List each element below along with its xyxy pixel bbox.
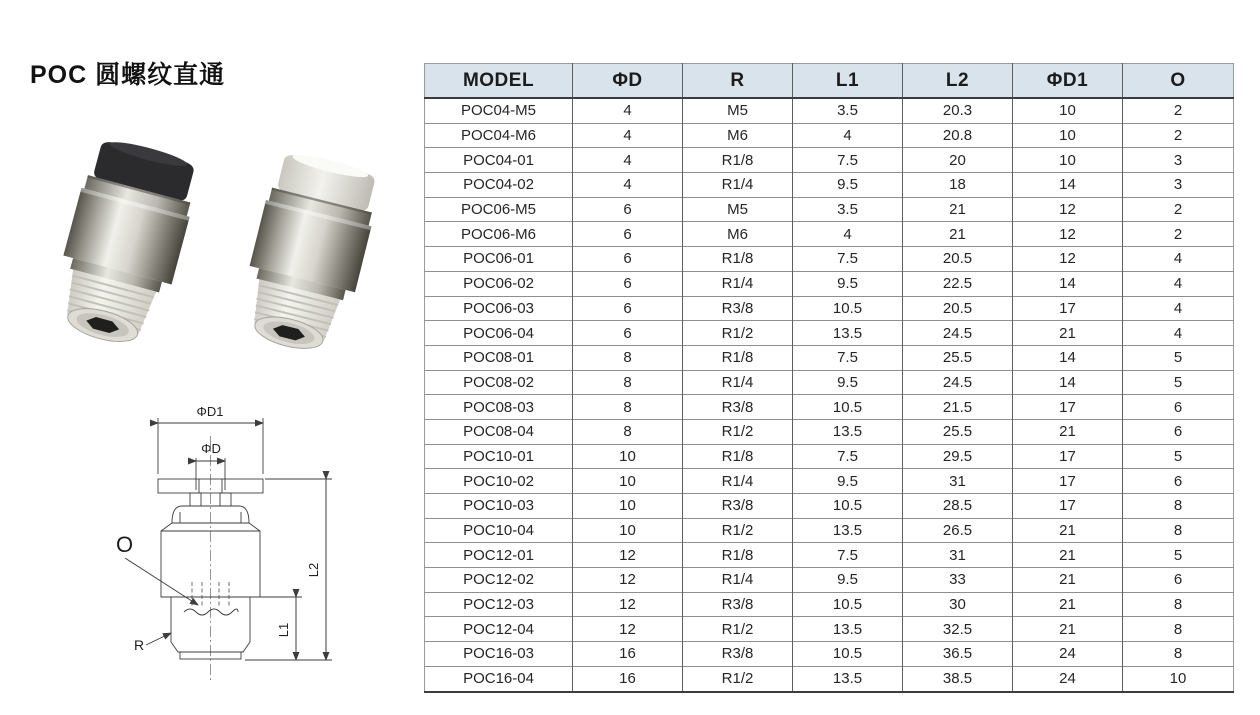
table-cell: 4 [573,123,683,148]
table-header-row [425,64,1234,99]
table-cell: 21 [903,222,1013,247]
table-cell: 17 [1013,395,1123,420]
table-cell: POC06-02 [425,271,573,296]
dim-label-l1: L1 [276,622,291,638]
table-cell: 21 [903,197,1013,222]
table-cell: 6 [573,271,683,296]
table-cell: 10 [573,444,683,469]
table-cell: 21 [1013,568,1123,593]
table-cell: R1/4 [683,370,793,395]
table-cell: 31 [903,543,1013,568]
table-cell: 2 [1123,222,1234,247]
table-cell: 12 [1013,247,1123,272]
table-row [425,469,1234,494]
table-cell: 18 [903,173,1013,198]
table-cell: 6 [573,321,683,346]
table-cell: 5 [1123,444,1234,469]
table-cell: 12 [573,617,683,642]
table-cell: POC10-02 [425,469,573,494]
table-cell: R3/8 [683,395,793,420]
table-row [425,518,1234,543]
table-cell: R3/8 [683,642,793,667]
table-cell: 4 [793,123,903,148]
table-cell: 7.5 [793,543,903,568]
dim-label-d1: ΦD1 [196,404,224,419]
table-cell: 4 [1123,271,1234,296]
table-cell: 10.5 [793,296,903,321]
table-cell: POC06-01 [425,247,573,272]
table-cell: 16 [573,642,683,667]
table-cell: 21 [1013,321,1123,346]
table-cell: 2 [1123,98,1234,123]
table-cell: 7.5 [793,247,903,272]
dim-label-r: R [134,637,145,653]
table-cell: 8 [573,370,683,395]
table-cell: 10.5 [793,592,903,617]
table-cell: POC06-04 [425,321,573,346]
table-cell: 5 [1123,543,1234,568]
table-cell: 7.5 [793,148,903,173]
table-cell: POC06-03 [425,296,573,321]
table-cell: 12 [573,592,683,617]
table-cell: 8 [1123,642,1234,667]
table-row [425,345,1234,370]
table-row [425,123,1234,148]
product-photo-white-cap [233,147,385,359]
column-header-model: MODEL [425,64,573,99]
spec-table-body [425,98,1234,692]
table-cell: R1/8 [683,345,793,370]
table-cell: 30 [903,592,1013,617]
table-cell: R1/8 [683,247,793,272]
table-cell: 13.5 [793,666,903,691]
table-cell: POC10-01 [425,444,573,469]
table-row [425,666,1234,691]
table-cell: 14 [1013,370,1123,395]
table-cell: 20.5 [903,296,1013,321]
column-header-l1: L1 [793,64,903,99]
table-cell: 2 [1123,123,1234,148]
table-cell: 21 [1013,617,1123,642]
table-cell: POC08-01 [425,345,573,370]
column-header-d1: ΦD1 [1013,64,1123,99]
table-cell: R1/4 [683,469,793,494]
table-cell: 9.5 [793,271,903,296]
table-cell: 3 [1123,173,1234,198]
table-cell: 32.5 [903,617,1013,642]
table-cell: 22.5 [903,271,1013,296]
table-cell: 6 [1123,419,1234,444]
table-cell: R3/8 [683,296,793,321]
table-cell: 33 [903,568,1013,593]
table-cell: 17 [1013,494,1123,519]
table-row [425,642,1234,667]
table-cell: 24 [1013,642,1123,667]
table-cell: 20.8 [903,123,1013,148]
table-cell: R1/2 [683,419,793,444]
table-cell: 8 [573,395,683,420]
table-cell: 4 [1123,296,1234,321]
table-cell: 5 [1123,370,1234,395]
table-cell: 10 [573,469,683,494]
table-cell: POC12-04 [425,617,573,642]
table-cell: POC06-M5 [425,197,573,222]
table-cell: 21 [1013,543,1123,568]
table-cell: 4 [793,222,903,247]
dim-label-d: ΦD [201,441,221,456]
table-cell: 2 [1123,197,1234,222]
table-row [425,296,1234,321]
table-row [425,321,1234,346]
product-photos [30,142,410,367]
table-cell: M5 [683,98,793,123]
table-cell: 10.5 [793,395,903,420]
table-cell: R1/4 [683,271,793,296]
table-cell: 4 [573,173,683,198]
table-cell: R1/2 [683,321,793,346]
dimension-diagram [68,390,408,702]
table-row [425,271,1234,296]
table-cell: R1/8 [683,444,793,469]
table-cell: 8 [1123,494,1234,519]
table-cell: 21 [1013,592,1123,617]
dim-label-o: O [116,532,134,557]
table-cell: 8 [1123,592,1234,617]
table-cell: POC16-04 [425,666,573,691]
table-cell: POC08-02 [425,370,573,395]
table-cell: 10 [1013,98,1123,123]
table-cell: 25.5 [903,345,1013,370]
table-cell: POC06-M6 [425,222,573,247]
table-cell: POC10-04 [425,518,573,543]
table-cell: 9.5 [793,469,903,494]
table-cell: 6 [573,296,683,321]
table-cell: POC04-M5 [460,102,537,120]
table-row [425,568,1234,593]
table-row [425,148,1234,173]
table-cell: 20 [903,148,1013,173]
table-cell: M6 [683,222,793,247]
table-cell: POC12-02 [425,568,573,593]
table-row [425,617,1234,642]
table-row [425,222,1234,247]
table-cell: 21 [1013,518,1123,543]
table-cell: 4 [573,98,683,123]
table-cell: R3/8 [683,494,793,519]
table-cell: 10.5 [793,494,903,519]
table-cell: 7.5 [793,345,903,370]
column-header-d: ΦD [573,64,683,99]
table-cell: 3.5 [793,98,903,123]
table-cell: 6 [573,247,683,272]
column-header-o: O [1123,64,1234,99]
table-cell: 24 [1013,666,1123,691]
table-row [425,395,1234,420]
table-cell: 12 [1013,222,1123,247]
table-cell: R1/2 [683,617,793,642]
table-cell: POC12-01 [425,543,573,568]
table-row [425,444,1234,469]
table-cell: 36.5 [903,642,1013,667]
table-cell: POC10-03 [425,494,573,519]
table-cell: 21 [1013,419,1123,444]
table-cell: POC04-01 [425,148,573,173]
table-cell: 28.5 [903,494,1013,519]
table-cell: 10 [1123,666,1234,691]
spec-table-container [424,63,1234,693]
table-cell: POC04-02 [425,173,573,198]
table-cell: 7.5 [793,444,903,469]
table-cell: 17 [1013,444,1123,469]
column-header-l2: L2 [903,64,1013,99]
table-cell: 13.5 [793,617,903,642]
table-cell: 25.5 [903,419,1013,444]
table-cell: 17 [1013,296,1123,321]
table-cell: M6 [683,123,793,148]
table-cell: 10 [573,518,683,543]
table-cell: R1/8 [683,148,793,173]
table-cell: 29.5 [903,444,1013,469]
table-row [425,247,1234,272]
table-cell: POC16-03 [425,642,573,667]
table-cell: 8 [573,419,683,444]
table-cell: 10 [573,494,683,519]
table-cell: 5 [1123,345,1234,370]
table-cell: 4 [573,148,683,173]
table-cell: POC12-03 [425,592,573,617]
table-row [425,419,1234,444]
column-header-r: R [683,64,793,99]
table-cell: 24.5 [903,321,1013,346]
table-cell: 17 [1013,469,1123,494]
table-cell: 13.5 [793,518,903,543]
table-cell: 8 [1123,518,1234,543]
table-cell: 9.5 [793,568,903,593]
table-cell: 6 [573,222,683,247]
table-cell: 6 [573,197,683,222]
table-row [425,98,1234,123]
table-cell: 3.5 [793,197,903,222]
table-cell: R1/4 [683,568,793,593]
table-cell: 8 [1123,617,1234,642]
table-row [425,592,1234,617]
spec-table [424,63,1234,693]
table-cell: POC08-03 [425,395,573,420]
table-cell: 12 [573,543,683,568]
table-cell: 20.5 [903,247,1013,272]
table-cell: M5 [683,197,793,222]
table-cell: 20.3 [903,98,1013,123]
table-cell: 6 [1123,568,1234,593]
table-cell: 4 [1123,321,1234,346]
table-cell: 3 [1123,148,1234,173]
table-cell: 4 [1123,247,1234,272]
table-cell: 16 [573,666,683,691]
table-cell: 13.5 [793,419,903,444]
table-cell: 12 [1013,197,1123,222]
table-row [425,197,1234,222]
table-cell: R1/8 [683,543,793,568]
table-cell: 21.5 [903,395,1013,420]
table-cell: 14 [1013,173,1123,198]
table-cell: 10 [1013,123,1123,148]
table-cell: 8 [573,345,683,370]
product-photo-black-cap [45,142,204,353]
page-title: POC 圆螺纹直通 [30,61,226,89]
table-cell: 14 [1013,345,1123,370]
table-cell: 6 [1123,469,1234,494]
table-cell: 6 [1123,395,1234,420]
table-cell: R1/2 [683,518,793,543]
table-cell: POC04-M6 [425,123,573,148]
table-cell: 24.5 [903,370,1013,395]
table-cell: 10.5 [793,642,903,667]
table-row [425,370,1234,395]
table-cell: 26.5 [903,518,1013,543]
dim-label-l2: L2 [306,562,321,578]
table-cell: 9.5 [793,370,903,395]
table-cell: 10 [1013,148,1123,173]
table-cell: 12 [573,568,683,593]
table-row [425,494,1234,519]
table-cell: 31 [903,469,1013,494]
table-cell: R3/8 [683,592,793,617]
table-cell: 9.5 [793,173,903,198]
table-cell: R1/4 [683,173,793,198]
table-cell: R1/2 [683,666,793,691]
table-cell: 13.5 [793,321,903,346]
table-cell: 14 [1013,271,1123,296]
table-row [425,543,1234,568]
table-row [425,173,1234,198]
table-cell: 38.5 [903,666,1013,691]
table-cell: POC08-04 [425,419,573,444]
